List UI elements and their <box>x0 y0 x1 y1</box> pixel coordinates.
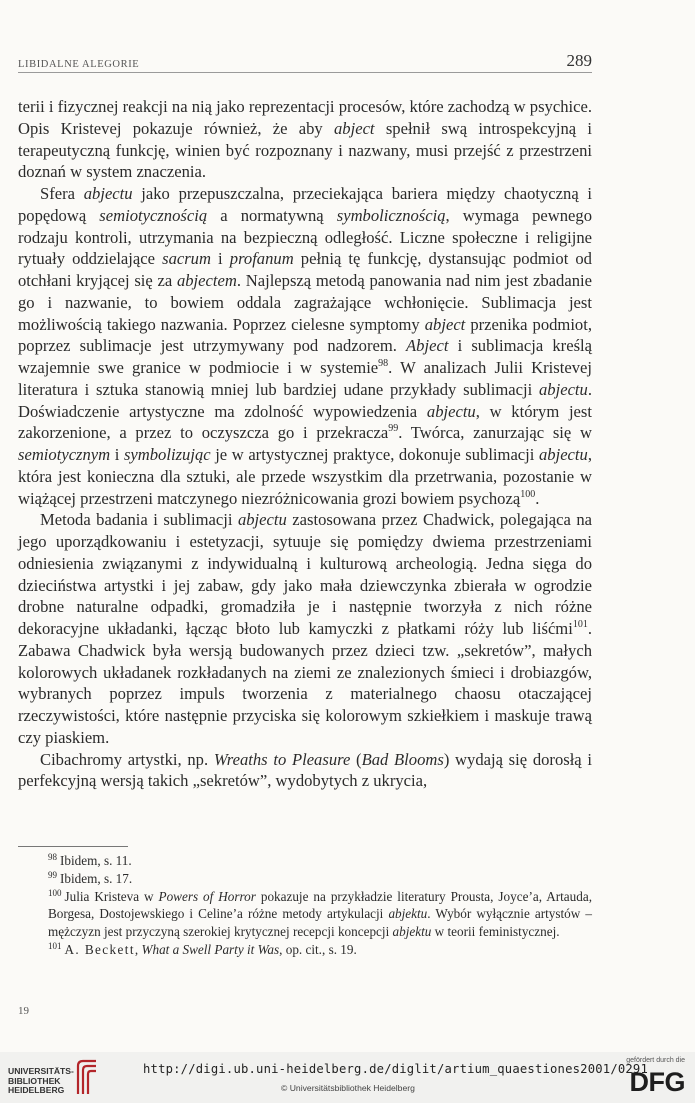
library-logo-text: UNIVERSITÄTS- BIBLIOTHEK HEIDELBERG <box>8 1066 74 1096</box>
paragraph-4: Cibachromy artystki, np. Wreaths to Pleasure (Bad Blooms) wydają się dorosłą i perfekcyjną wersją takich „sekretów”, wydobytych z ukrycia, <box>18 749 592 791</box>
library-mark-icon <box>74 1058 100 1096</box>
footnote-ref-98[interactable]: 98 <box>378 358 389 369</box>
page-number: 289 <box>566 51 592 70</box>
dfg-wordmark: DFG <box>629 1067 685 1097</box>
copyright-notice: © Universitätsbibliothek Heidelberg <box>281 1083 415 1093</box>
footnote-100: $^{100}$ Julia Kristeva w Powers of Horror pokazuje na przykładzie literatury Prousta, Joyce’a, Artauda, Borgesa, Dostojewskiego i Celine’a różne metody artykulacji abjektu. Wybór wyłącznie artystów – mężczyzn jest przyczyną szerokiej krytycznej recepcji koncepcji abjektu w teorii feministycznej. <box>48 887 592 940</box>
footnote-99: $^{99}$ Ibidem, s. 17. <box>48 869 133 886</box>
body-text <box>18 96 592 792</box>
footnote-ref-101[interactable]: 101 <box>572 619 588 630</box>
dfg-logo[interactable] <box>615 1055 687 1101</box>
paragraph-3: Metoda badania i sublimacji abjectu zastosowana przez Chadwick, polegająca na jego uporządkowaniu i estetyzacji, sytuuje się pomiędzy dwiema przestrzeniami odniesienia związanymi z indywidualną i kulturową archeologią. Jedna sięga do dzieciństwa artystki i jej zabaw, gdy jako mała dziewczynka zbierała w ogrodzie drobne naturalne odpadki, gromadziła je i następnie tworzyła z nich różne dekoracyjne układanki, łącząc błoto lub kamyczki z płatkami róży lub liśćmi$^{101}$. Zabawa Chadwick była wersją budowanych przez dzieci tzw. „sekretów”, małych kolorowych układanek rozkładanych na ziemi ze znalezionych śmieci i drobiazgów, wybranych poprzez impuls tworzenia z materialnego chaosu otaczającej rzeczywistości, które następnie przyciska się kolorowym szkiełkiem i maskuje trawą czy piaskiem. <box>18 510 592 747</box>
university-library-logo[interactable] <box>8 1062 98 1098</box>
footnote-ref-99[interactable]: 99 <box>388 423 399 435</box>
dfg-funding-note: gefördert durch die <box>626 1057 685 1064</box>
running-head <box>18 51 592 73</box>
footnotes <box>18 852 592 959</box>
paragraph-2: Sfera abjectu jako przepuszczalna, przeciekająca bariera między chaotyczną i popędową semiotycznością a normatywną symbolicznością, wymaga pewnego rodzaju kontroli, utrzymania na bezpieczną odległość. Liczne społeczne i religijne rytuały oddzielające sacrum i profanum pełnią tę funkcję, dystansując podmiot od otchłani kryjącej się za abjectem. Najlepszą metodą panowania nad nim jest zbadanie go i nazwanie, to bowiem oddala zagrażające wchłonięcie. Sublimacja jest możliwością takiego nazwania. Poprzez cielesne symptomy abject przenika podmiot, poprzez sublimacje jest utrzymywany pod nadzorem. Abject i sublimacja kreślą wzajemnie swe granice w podmiocie i w systemie$^{98}$. W analizach Julii Kristevej literatura i sztuka stanowią mniej lub bardziej udane przykłady sublimacji abjectu. Doświadczenie artystyczne ma zdolność wypowiedzenia abjectu, w którym jest zakorzenione, a przez to oczyszcza go i przekracza$^{99}$. Twórca, zanurzając się w semiotycznym i symbolizując je w artystycznej praktyce, dokonuje sublimacji abjectu, która jest konieczna dla sztuki, ale przede wszystkim dla przetrwania, pozostanie w wiążącej przestrzeni matczynego niezróżnicowania grozi bowiem psychozą$^{100}$. <box>18 184 593 508</box>
footnote-98: $^{98}$ Ibidem, s. 11. <box>48 852 132 868</box>
footnote-ref-100[interactable]: 100 <box>520 488 536 500</box>
digitization-footer <box>0 1052 695 1103</box>
footnote-101: $^{101}$ A. Beckett, What a Swell Party it Was, op. cit., s. 19. <box>48 940 357 957</box>
sheet-signature: 19 <box>18 1005 29 1017</box>
paragraph-1: terii i fizycznej reakcji na nią jako reprezentacji procesów, które zachodzą w psychice. Opis Kristevej pokazuje również, że aby abject spełnił swą introspekcyjną i terapeutyczną funkcję, winien być rozpoznany i nazwany, musi przejść z przestrzeni doznań w system znaczenia. <box>18 97 592 182</box>
running-title: LIBIDALNE ALEGORIE <box>18 59 140 70</box>
footnote-divider <box>18 846 128 847</box>
permalink-url[interactable]: http://digi.ub.uni-heidelberg.de/diglit/artium_quaestiones2001/0291 <box>143 1062 649 1076</box>
